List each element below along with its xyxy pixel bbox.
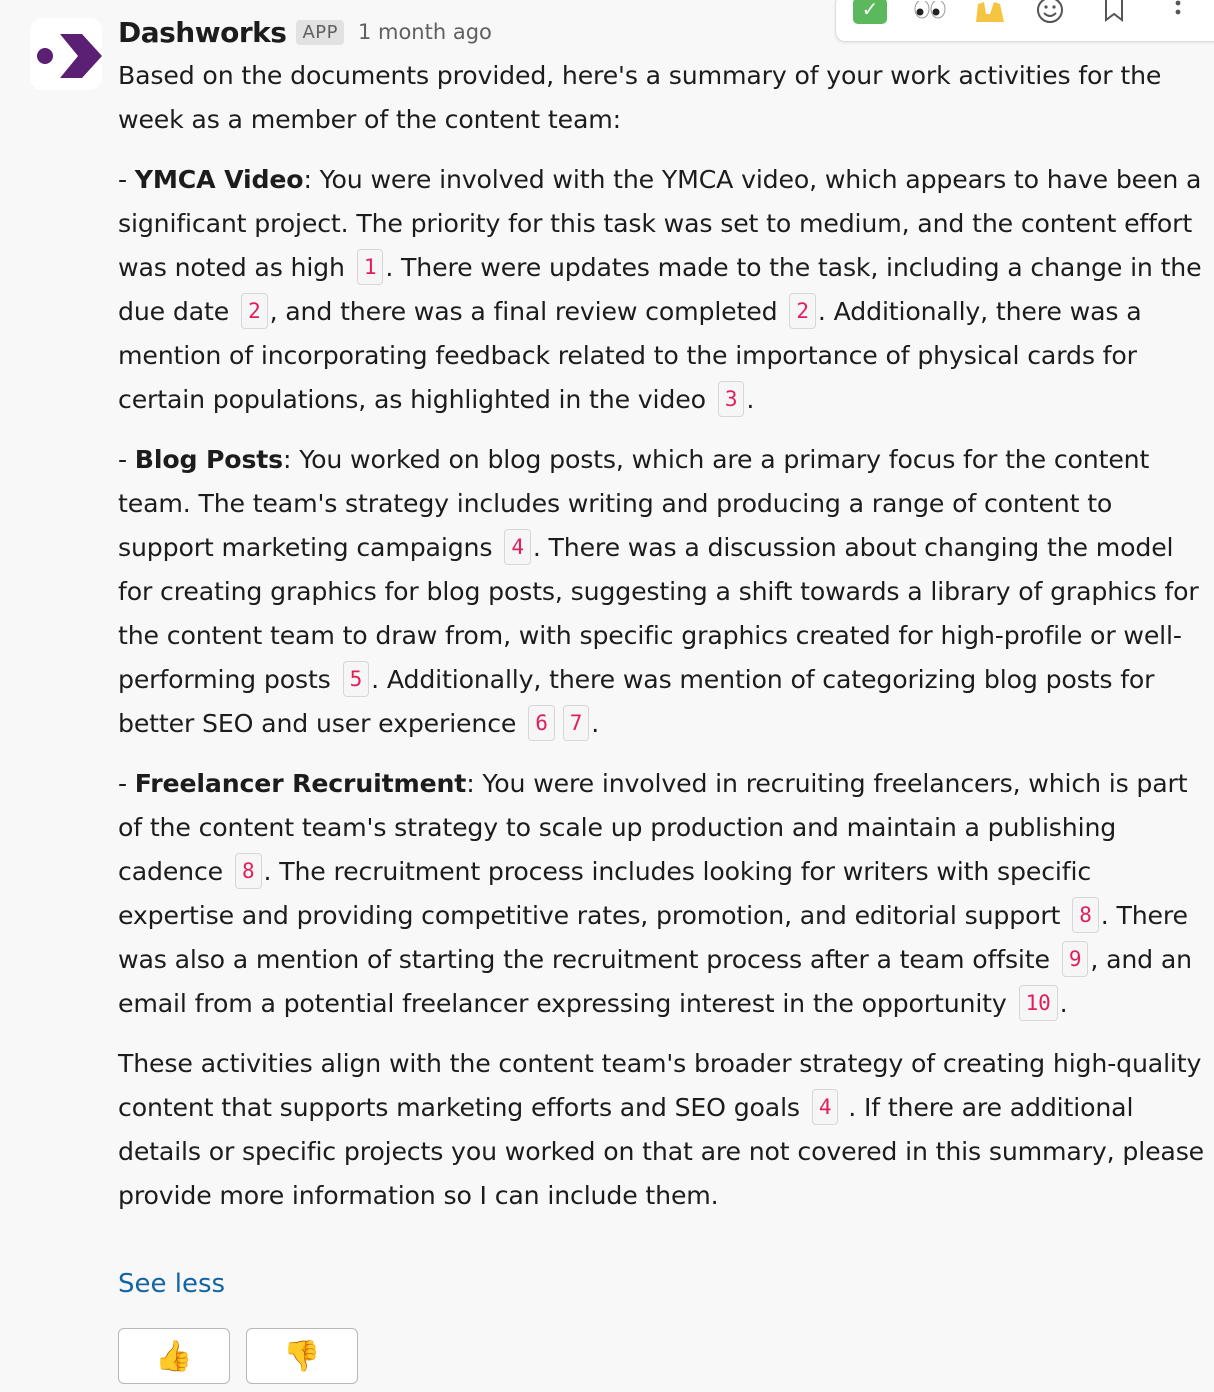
check-reaction-icon[interactable]: ✓ [850, 0, 890, 25]
thumbs-down-button[interactable] [246, 1328, 358, 1384]
citation-badge[interactable]: 2 [789, 293, 816, 329]
message-header [118, 12, 492, 52]
section-title: Blog Posts [134, 445, 284, 474]
eyes-reaction-icon[interactable] [910, 0, 950, 25]
thumbs-up-button[interactable] [118, 1328, 230, 1384]
dashworks-logo-icon [30, 18, 102, 90]
thumbs-up-icon: 👍 [155, 1338, 193, 1374]
section-text: : You were involved in recruiting freelancers, which is part of the content team's strategy to scale up production and maintain a publishing cadence [118, 769, 1188, 886]
section-text: - [118, 445, 135, 474]
section-text: . The recruitment process includes looking for writers with specific expertise and providing competitive rates, promotion, and editorial support [118, 857, 1092, 930]
app-avatar[interactable] [30, 18, 102, 90]
section-text: . [591, 709, 600, 738]
message-body [118, 54, 1214, 1218]
section-ymca-video [118, 158, 1214, 422]
citation-badge[interactable]: 4 [812, 1089, 839, 1125]
section-blog-posts [118, 438, 1214, 746]
citation-badge[interactable]: 9 [1062, 941, 1089, 977]
citation-badge[interactable]: 8 [235, 853, 262, 889]
citation-badge[interactable]: 3 [718, 381, 745, 417]
message-timestamp[interactable]: 1 month ago [357, 20, 492, 44]
section-text: . There was a discussion about changing the model for creating graphics for blog posts, suggesting a shift towards a library of graphics for the content team to draw from, with specific graphics created for high-profile or well-performing posts [118, 533, 1199, 694]
citation-badge[interactable]: 1 [357, 249, 384, 285]
thumbs-down-icon: 👎 [283, 1338, 321, 1374]
section-text: : You were involved with the YMCA video, which appears to have been a significant project. The priority for this task was set to medium, and the content effort was noted as high [118, 165, 1202, 282]
citation-badge[interactable]: 7 [563, 705, 590, 741]
section-text: - [118, 165, 135, 194]
add-reaction-icon[interactable] [1030, 0, 1070, 25]
section-text: . Additionally, there was mention of categorizing blog posts for better SEO and user experience [118, 665, 1155, 738]
citation-badge[interactable]: 8 [1072, 897, 1099, 933]
intro-paragraph: Based on the documents provided, here's a summary of your work activities for the week as a member of the content team: [118, 61, 1162, 134]
section-text: , and there was a final review completed [269, 297, 778, 326]
outro-text: . If there are additional details or specific projects you worked on that are not covered in this summary, please provide more information so I can include them. [118, 1093, 1205, 1210]
section-text: : You worked on blog posts, which are a primary focus for the content team. The team's strategy includes writing and producing a range of content to support marketing campaigns [118, 445, 1150, 562]
app-badge: APP [296, 20, 344, 45]
section-title: Freelancer Recruitment [134, 769, 467, 798]
sender-name[interactable]: Dashworks [118, 15, 287, 49]
citation-badge[interactable]: 2 [241, 293, 268, 329]
citation-badge[interactable]: 6 [528, 705, 555, 741]
raised-hands-reaction-icon[interactable] [970, 0, 1010, 25]
section-freelancer-recruitment [118, 762, 1214, 1026]
citation-badge[interactable]: 10 [1019, 985, 1058, 1021]
outro-paragraph [118, 1042, 1214, 1218]
section-title: YMCA Video [134, 165, 304, 194]
section-text: - [118, 769, 135, 798]
section-text: . There were updates made to the task, including a change in the due date [118, 253, 1202, 326]
see-less-link[interactable]: See less [118, 1269, 226, 1299]
more-actions-icon[interactable] [1158, 0, 1198, 25]
section-text: , and an email from a potential freelancer expressing interest in the opportunity [118, 945, 1192, 1018]
citation-badge[interactable]: 4 [504, 529, 531, 565]
message-actions-toolbar [835, 0, 1214, 42]
bookmark-icon[interactable] [1094, 0, 1134, 25]
citation-badge[interactable]: 5 [343, 661, 370, 697]
outro-text: These activities align with the content team's broader strategy of creating high-quality content that supports marketing efforts and SEO goals [118, 1049, 1202, 1122]
section-text: . [746, 385, 755, 414]
section-text: . There was also a mention of starting the recruitment process after a team offsite [118, 901, 1188, 974]
section-text: . Additionally, there was a mention of incorporating feedback related to the importance of physical cards for certain populations, as highlighted in the video [118, 297, 1142, 414]
section-text: . [1059, 989, 1068, 1018]
